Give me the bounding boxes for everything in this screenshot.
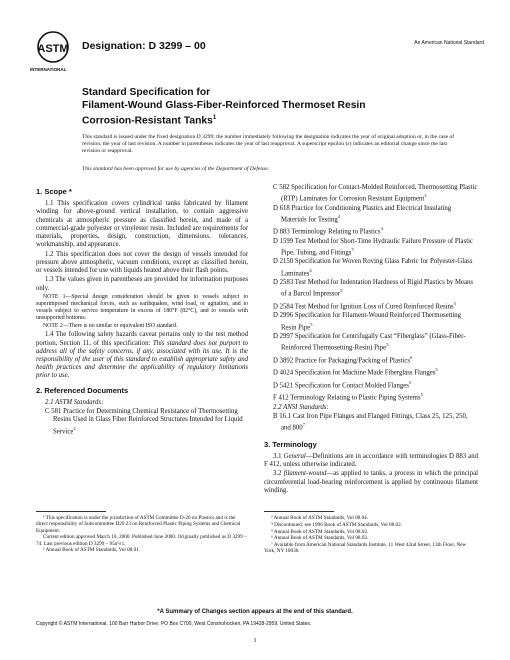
scope-heading: 1. Scope * (36, 187, 72, 196)
footnote-6: ⁶ Annual Book of ASTM Standards, Vol 08.03. (271, 535, 369, 542)
dod-approval-note: This standard has been approved for use by agencies of the Department of Defense. (82, 166, 270, 172)
reference-item: D 3892 Practice for Packaging/Packing of Plastics$^6$ (273, 354, 413, 364)
reference-item: D 5421 Specification for Contact Molded Flanges$^5$ (273, 379, 412, 389)
reference-item: C 582 Specification for Contact-Molded Reinforced, Thermosetting Plastic (RTP) Laminates for Corrosion Resistant Equipment$^3$ (273, 184, 478, 203)
reference-list (264, 184, 478, 403)
reference-item: F 412 Terminology Relating to Plastic Piping Systems$^5$ (273, 392, 423, 402)
reference-item: D 618 Practice for Conditioning Plastics and Electrical Insulating Materials for Testing$^4$ (273, 204, 452, 224)
ref-c581: C 581 Practice for Determining Chemical Resistance of Thermosetting Resins Used in Glass Fiber Reinforced Structures Intended for Liquid Service$^2$ (45, 408, 243, 435)
para-1-3: 1.3 The values given in parentheses are provided for information purposes only. (36, 276, 248, 292)
svg-text:ASTM: ASTM (37, 43, 69, 55)
footnotes-left (36, 515, 248, 554)
footnote-1-edition: Current edition approved March 10, 2000. Published June 2000. Originally published as D 3299 – 74. Last previous edition D 3299 – 95a^ε1. (36, 534, 247, 547)
para-3-2: 3.2 filament-wound—as applied to tanks, a process in which the principal circumferential load-bearing reinforcement is applied by continuous filament winding. (264, 470, 478, 494)
designation: Designation: D 3299 – 00 (82, 40, 206, 52)
standard-type-label: An American National Standard (414, 40, 484, 46)
reference-item: D 2150 Specification for Woven Roving Glass Fabric for Polyester-Glass Laminates$^4$ (273, 258, 473, 277)
logo-text: INTERNATIONAL (30, 67, 67, 72)
footnote-1: ¹ This specification is under the jurisdiction of ASTM Committee D-20 on Plastics and is the direct responsibility of Subcommittee D20.23 on Reinforced Plastic Piping Systems and Chemical Equipment. (36, 515, 241, 534)
right-column (264, 184, 478, 496)
title-line-2: Filament-Wound Glass-Fiber-Reinforced Thermoset Resin (82, 99, 366, 111)
page-number: 1 (253, 637, 257, 644)
footnote-rule-right (264, 511, 334, 512)
document-title (82, 87, 482, 128)
reference-item: D 2583 Test Method for Indentation Hardness of Rigid Plastics by Means of a Barcol Impressor$^5$ (273, 279, 474, 298)
summary-of-changes-note: *A Summary of Changes section appears at the end of this standard. (157, 609, 353, 615)
issuance-note: This standard is issued under the fixed designation D 3299; the number immediately following the designation indicates the year of original adoption or, in the case of revision, the year of last revision. A number in parentheses indicates the year of last reapproval. A superscript epsilon (ε) indicates an editorial change since the last revision or reapproval. (82, 134, 455, 155)
reference-item: D 2997 Specification for Centrifugally Cast “Fiberglass” (Glass-Fiber-Reinforced Thermosetting-Resin) Pipe$^5$ (273, 332, 466, 352)
referenced-documents-heading: 2. Referenced Documents (36, 385, 129, 395)
astm-standards-subheading: 2.1 ASTM Standards: (45, 398, 104, 406)
para-3-1: 3.1 General—Definitions are in accordance with terminologies D 883 and F 412, unless otherwise indicated. (264, 452, 478, 468)
note-1: NOTE 1—Special design consideration should be given to vessels subject to superimposed mechanical forces, such as earthquakes, wind load, or agitation, and to vessels subject to service temperature in excess of 180°F (82°C), and to vessels with unsupported bottoms. (36, 294, 248, 321)
footnote-5: ⁵ Annual Book of ASTM Standards, Vol 08.02. (271, 528, 369, 535)
ref-b16-1: B 16.1 Cast Iron Pipe Flanges and Flanged Fittings, Class 25, 125, 250, and $800^7$ (273, 412, 468, 432)
copyright-line: Copyright © ASTM International, 100 Barr Harbor Drive, PO Box C700, West Conshohocken, PA 19428-2959, United States. (36, 621, 312, 627)
footnote-3: ³ Annual Book of ASTM Standards, Vol 08.04. (271, 515, 369, 521)
safety-caveat: This standard does not purport to address all of the safety concerns, if any, associated with its use. It is the responsibility of the user of this standard to establish appropriate safety and health practices and determine the applicability of regulatory limitations prior to use. (36, 339, 248, 380)
para-1-4: 1.4 The following safety hazards caveat pertains only to the test method portion, Section 11, of this specification: This standard does not purport to address all of the safety concerns, if any, associated with its use. It is the responsibility of the user of this standard to establish appropriate safety and health practices and determine the applicability of regulatory limitations prior to use. (36, 331, 248, 380)
footnotes-right (264, 515, 478, 555)
para-1-2: 1.2 This specification does not cover the design of vessels intended for pressure above atmospheric, vacuum conditions, except as classified herein, or vessels intended for use with liquids heated above their flash points. (36, 250, 248, 275)
left-column (36, 184, 248, 437)
reference-item: D 2996 Specification for Filament-Wound Reinforced Thermosetting Resin Pipe$^5$ (273, 312, 462, 331)
reference-item: D 2584 Test Method for Ignition Loss of Cured Reinforced Resins$^5$ (273, 300, 456, 311)
title-line-3: Corrosion-Resistant Tanks$^1$ (82, 115, 217, 127)
title-line-1: Standard Specification for (82, 87, 211, 98)
reference-item: D 4024 Specification for Machine Made Fiberglass Flanges$^5$ (273, 367, 438, 377)
para-1-1: 1.1 This specification covers cylindrical tanks fabricated by filament winding for above-ground vertical installation, to contain aggressive chemicals at atmospheric pressure as classified herein, and made of a commercial-grade polyester or vinylester resin. Included are requirements for materials, properties, design, construction, dimensions, tolerances, workmanship, and appearance. (36, 200, 248, 249)
terminology-heading: 3. Terminology (264, 439, 317, 449)
astm-logo (36, 30, 70, 70)
title-footnote-ref: 1 (212, 115, 217, 121)
footnote-7: ⁷ Available from American National Standards Institute, 11 West 42nd Street, 13th Floor, New York, NY 10036. (264, 542, 467, 555)
reference-item: D 1599 Test Method for Short-Time Hydraulic Failure Pressure of Plastic Pipe, Tubing, and Fittings$^5$ (273, 237, 474, 257)
footnote-rule-left (36, 511, 106, 512)
note-2: NOTE 2—There is no similar or equivalent ISO standard. (43, 323, 178, 330)
reference-item: D 883 Terminology Relating to Plastics$^4$ (273, 226, 383, 236)
footnote-2: ² Annual Book of ASTM Standards, Vol 08.01. (43, 547, 141, 554)
ansi-standards-subheading: 2.2 ANSI Standards: (273, 403, 329, 411)
footnote-4: ⁴ Discontinued; see 1996 Book of ASTM Standards, Vol 08.02. (271, 521, 403, 528)
